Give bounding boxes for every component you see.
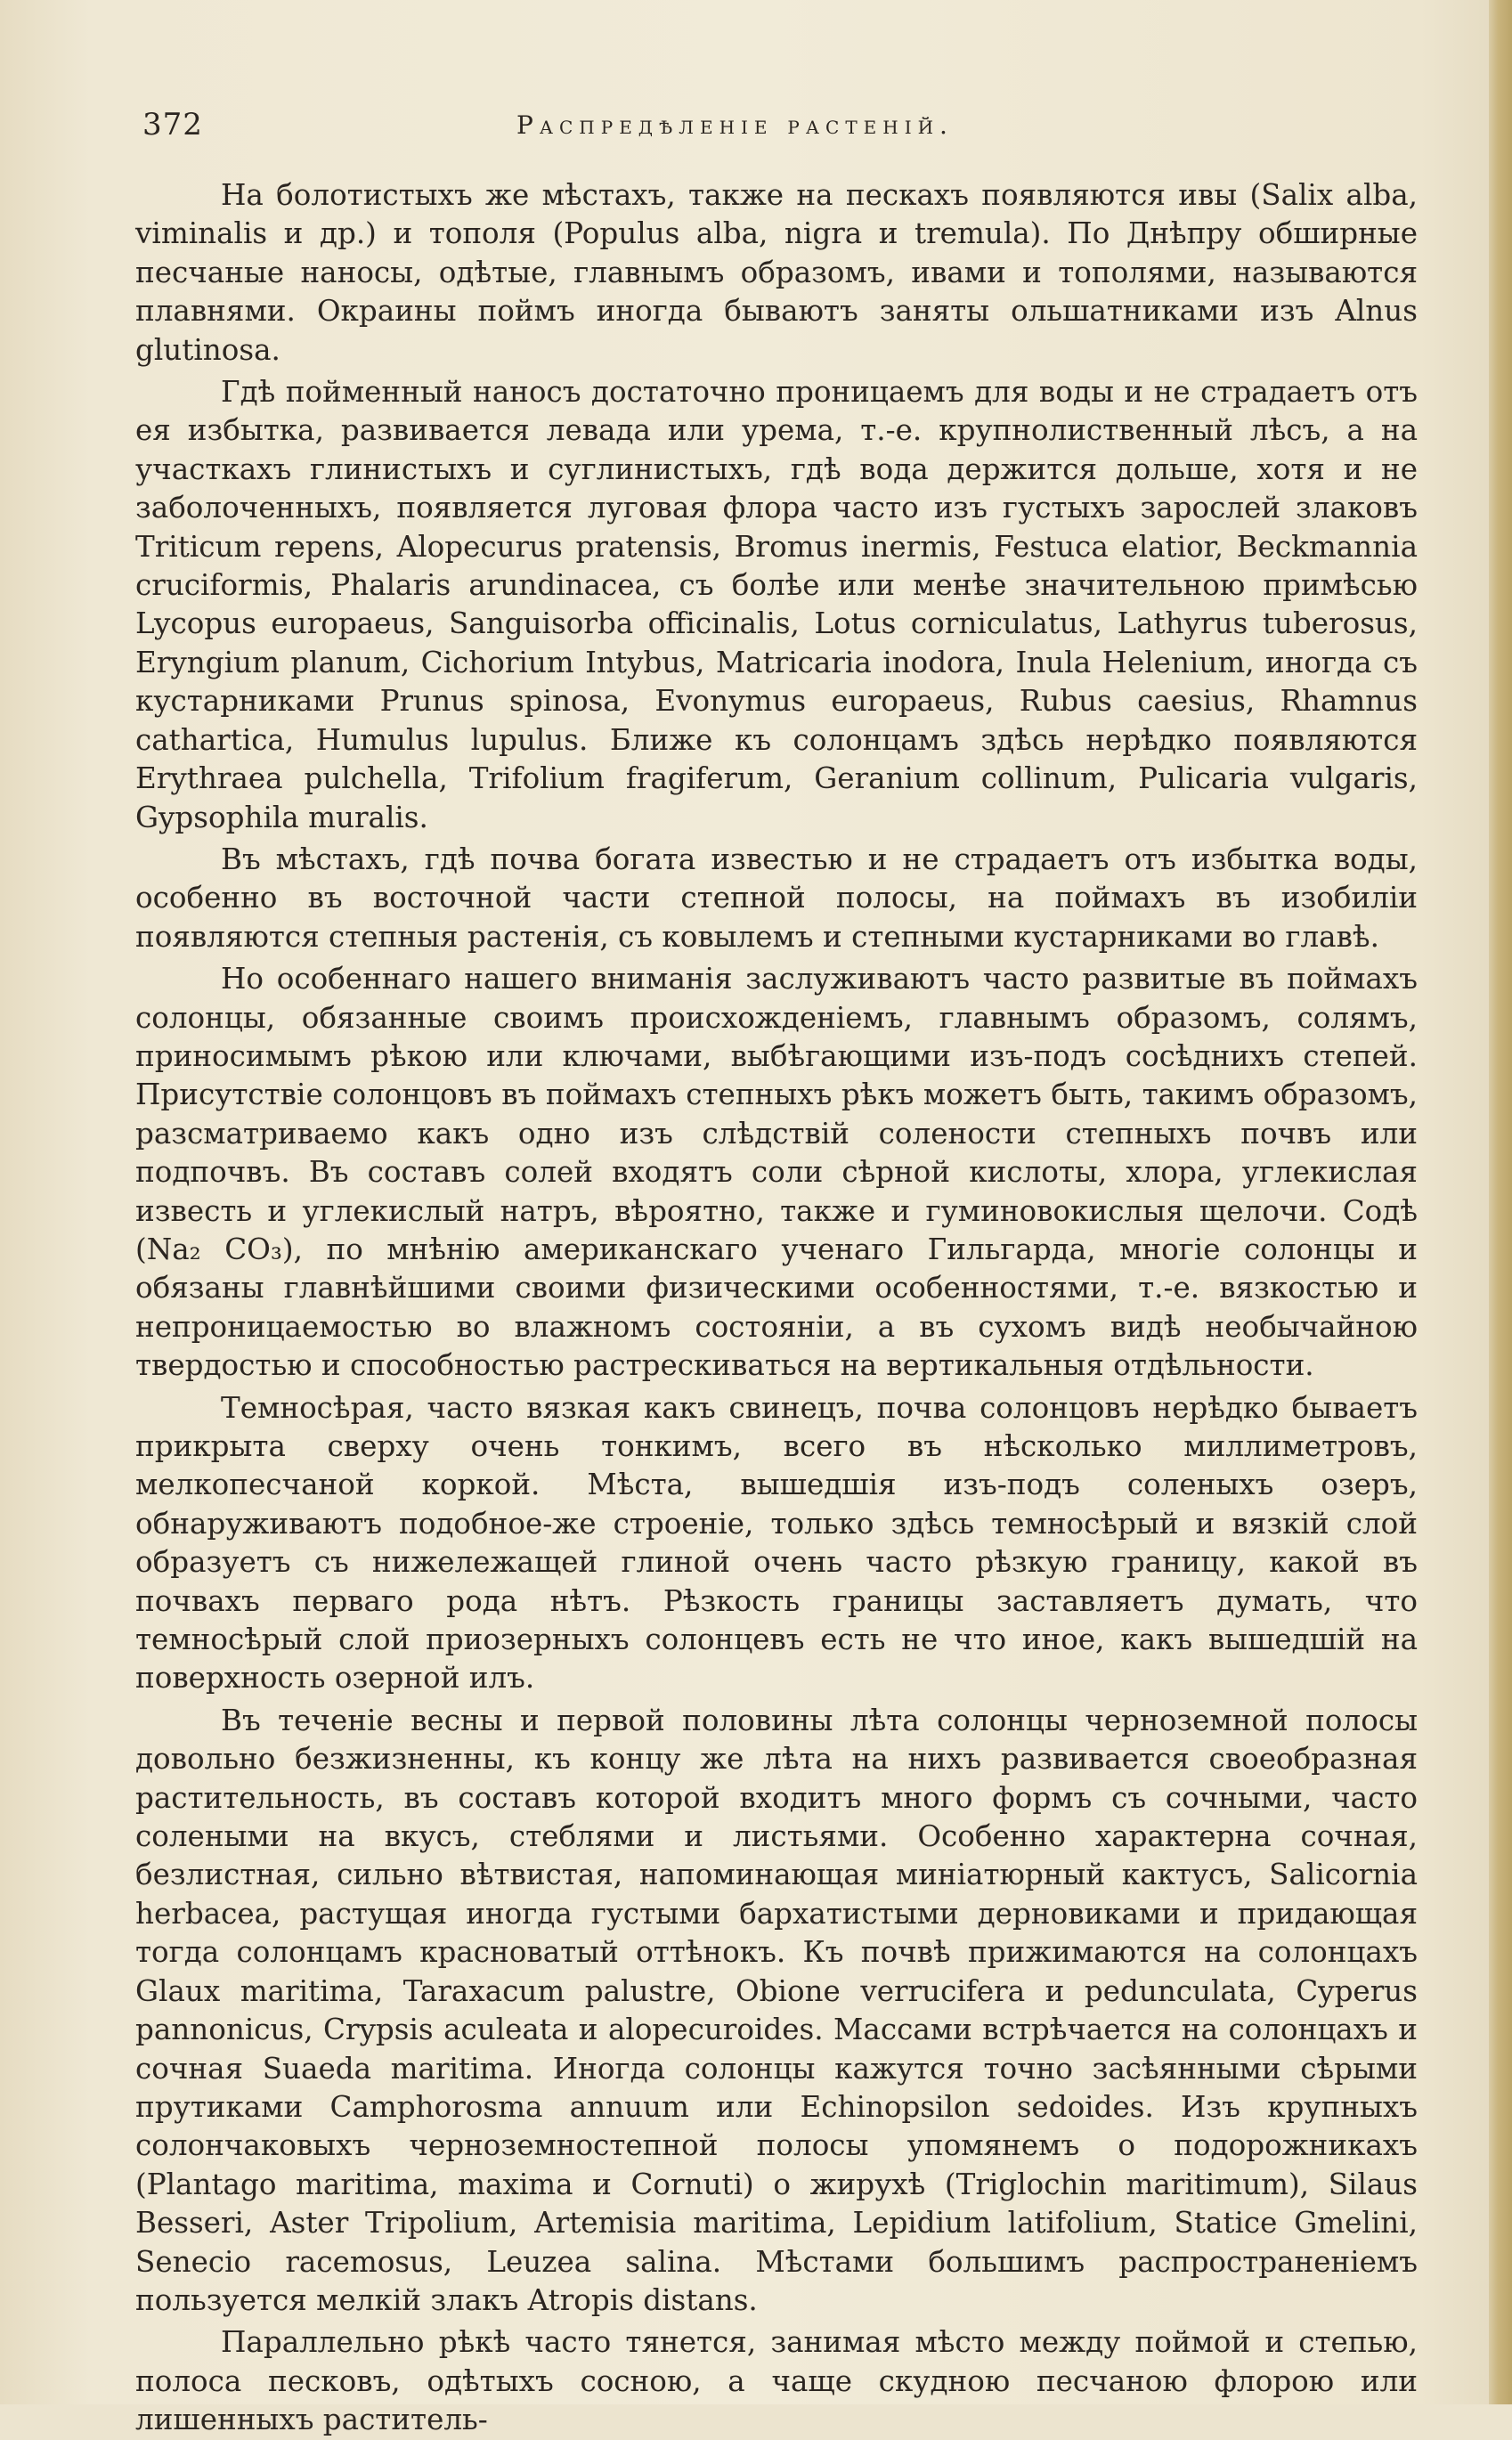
paragraph: Гдѣ пойменный наносъ достаточно проницаемъ для воды и не страдаетъ отъ ея избытка, развивается левада или урема, т.-е. крупнолиственный лѣсъ, а на участкахъ глинистыхъ и суглинистыхъ, гдѣ вода держится дольше, хотя и не заболоченныхъ, появляется луговая флора часто изъ густыхъ зарослей злаковъ Triticum repens, Alopecurus pratensis, Bromus inermis, Festuca elatior, Beckmannia cruciformis, Phalaris arundinacea, съ болѣе или менѣе значительною примѣсью Lycopus europaeus, Sanguisorba officinalis, Lotus corniculatus, Lathyrus tuberosus, Eryngium planum, Cichorium Intybus, Matricaria inodora, Inula Helenium, иногда съ кустарниками Prunus spinosa, Evonymus europaeus, Rubus caesius, Rhamnus cathartica, Humulus lupulus. Ближе къ солонцамъ здѣсь нерѣдко появляются Erythraea pulchella, Trifolium fragiferum, Geranium collinum, Pulicaria vulgaris, Gypsophila muralis. xyxy=(135,375,1418,834)
paragraph: На болотистыхъ же мѣстахъ, также на пескахъ появляются ивы (Salix alba, viminalis и др.) и тополя (Populus alba, nigra и tremula). По Днѣпру обширные песчаные наносы, одѣтые, главнымъ образомъ, ивами и тополями, называются плавнями. Окраины поймъ иногда бываютъ заняты ольшатниками изъ Alnus glutinosa. xyxy=(135,178,1418,367)
body-text xyxy=(135,176,1418,2440)
page-number: 372 xyxy=(142,107,203,142)
running-title: Распредѣленіе растеній. xyxy=(516,110,954,140)
paragraph: Въ мѣстахъ, гдѣ почва богата известью и не страдаетъ отъ избытка воды, особенно въ восточной части степной полосы, на поймахъ въ изобиліи появляются степныя растенія, съ ковылемъ и степными кустарниками во главѣ. xyxy=(135,842,1418,954)
paragraph: Въ теченіе весны и первой половины лѣта солонцы черноземной полосы довольно безжизненны, къ концу же лѣта на нихъ развивается своеобразная растительность, въ составъ которой входитъ много формъ съ сочными, часто солеными на вкусъ, стеблями и листьями. Особенно характерна сочная, безлистная, сильно вѣтвистая, напоминающая миніатюрный кактусъ, Salicornia herbacea, растущая иногда густыми бархатистыми дерновиками и придающая тогда солонцамъ красноватый оттѣнокъ. Къ почвѣ прижимаются на солонцахъ Glaux maritima, Taraxacum palustre, Obione verrucifera и pedunculata, Cyperus pannonicus, Crypsis aculeata и alopecuroides. Массами встрѣчается на солонцахъ и сочная Suaeda maritima. Иногда солонцы кажутся точно засѣянными сѣрыми прутиками Camphorosma annuum или Echinopsilon sedoides. Изъ крупныхъ солончаковыхъ черноземностепной полосы упомянемъ о подорожникахъ (Plantago maritima, maxima и Cornuti) о жирухѣ (Triglochin maritimum), Silaus Besseri, Aster Tripolium, Artemisia maritima, Lepidium latifolium, Statice Gmelini, Senecio racemosus, Leuzea salina. Мѣстами большимъ распространеніемъ пользуется мелкій злакъ Atropis distans. xyxy=(135,1703,1418,2317)
paragraph: Темносѣрая, часто вязкая какъ свинецъ, почва солонцовъ нерѣдко бываетъ прикрыта сверху очень тонкимъ, всего въ нѣсколько миллиметровъ, мелкопесчаной коркой. Мѣста, вышедшія изъ-подъ соленыхъ озеръ, обнаруживаютъ подобное-же строеніе, только здѣсь темносѣрый и вязкій слой образуетъ съ нижележащей глиной очень часто рѣзкую границу, какой въ почвахъ перваго рода нѣтъ. Рѣзкость границы заставляетъ думать, что темносѣрый слой приозерныхъ солонцевъ есть не что иное, какъ вышедшій на поверхность озерной илъ. xyxy=(135,1390,1418,1696)
paragraph: Но особеннаго нашего вниманія заслуживаютъ часто развитые въ поймахъ солонцы, обязанные своимъ происхожденіемъ, главнымъ образомъ, солямъ, приносимымъ рѣкою или ключами, выбѣгающими изъ-подъ сосѣднихъ степей. Присутствіе солонцовъ въ поймахъ степныхъ рѣкъ можетъ быть, такимъ образомъ, разсматриваемо какъ одно изъ слѣдствій солености степныхъ почвъ или подпочвъ. Въ составъ солей входятъ соли сѣрной кислоты, хлора, углекислая известь и углекислый натръ, вѣроятно, также и гуминовокислыя щелочи. Содѣ (Na₂ CO₃), по мнѣнію американскаго ученаго Гильгарда, многіе солонцы и обязаны главнѣйшими своими физическими особенностями, т.-е. вязкостью и непроницаемостью во влажномъ состояніи, а въ сухомъ видѣ необычайною твердостью и способностью растрескиваться на вертикальныя отдѣльности. xyxy=(135,962,1418,1383)
paragraph: Параллельно рѣкѣ часто тянется, занимая мѣсто между поймой и степью, полоса песковъ, одѣтыхъ сосною, а чаще скудною песчаною флорою или лишенныхъ раститель- xyxy=(135,2325,1418,2437)
page-edge xyxy=(1489,0,1512,2404)
page-header xyxy=(142,107,1389,160)
